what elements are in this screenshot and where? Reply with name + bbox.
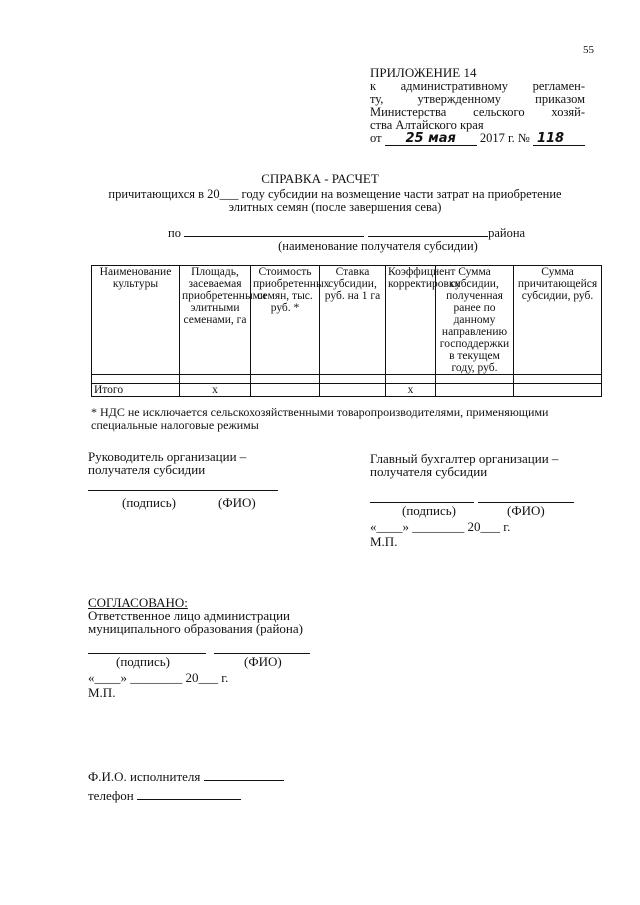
executor-block — [88, 768, 328, 802]
accountant-sign-line[interactable] — [370, 492, 474, 503]
appendix-line: ту, утвержденному приказом — [370, 92, 585, 106]
total-cell[interactable] — [251, 384, 320, 397]
director-signature-block — [88, 450, 328, 510]
recipient-suffix: района — [488, 226, 526, 240]
agreed-heading: СОГЛАСОВАНО: — [88, 595, 188, 610]
table-cell[interactable] — [514, 375, 602, 384]
table-cell[interactable] — [251, 375, 320, 384]
appendix-title: ПРИЛОЖЕНИЕ 14 — [370, 65, 477, 80]
appendix-line: ства Алтайского края — [370, 118, 484, 132]
table-cell[interactable] — [386, 375, 436, 384]
year-number-label: 2017 г. № — [479, 131, 530, 145]
agreed-line-2: муниципального образования (района) — [88, 621, 303, 636]
appendix-line: Министерства сельского хозяй- — [370, 105, 585, 119]
total-label: Итого — [92, 384, 180, 397]
handwritten-number-text: 118 — [536, 131, 565, 146]
column-header-area: Площадь, засеваемая приобретенными элитными семенами, га — [180, 266, 251, 375]
agreed-name-label: (ФИО) — [244, 654, 282, 669]
agreed-date-line[interactable]: «____» ________ 20___ г. — [88, 670, 229, 685]
appendix-block — [370, 66, 585, 146]
agreed-sign-line[interactable] — [88, 641, 206, 654]
appendix-date-line — [370, 132, 585, 146]
accountant-stamp: М.П. — [370, 534, 398, 549]
appendix-line: к административному регламен- — [370, 79, 585, 93]
total-cell[interactable] — [320, 384, 386, 397]
column-header-rate: Ставка субсидии, руб. на 1 га — [320, 266, 386, 375]
column-header-previous-sum: Сумма субсидии, полученная ранее по данному направлению господдержки в текущем году, руб. — [436, 266, 514, 375]
purpose-line-2: элитных семян (после завершения сева) — [228, 200, 442, 214]
agreed-line-1: Ответственное лицо администрации — [88, 608, 291, 623]
column-header-crop: Наименование культуры — [92, 266, 180, 375]
accountant-signature-block — [370, 452, 610, 548]
accountant-name-line[interactable] — [478, 492, 574, 503]
recipient-blank[interactable] — [184, 236, 364, 237]
page-number: 55 — [583, 44, 594, 56]
accountant-name-label: (ФИО) — [507, 503, 545, 518]
table-cell[interactable] — [320, 375, 386, 384]
agreed-block — [88, 596, 348, 699]
executor-phone-label: телефон — [88, 788, 134, 803]
date-prefix: от — [370, 131, 382, 145]
executor-phone-line[interactable] — [137, 787, 241, 800]
footnote: * НДС не исключается сельскохозяйственными товаропроизводителями, применяющими специальные налоговые режимы — [91, 405, 549, 432]
total-cell: x — [180, 384, 251, 397]
table-cell[interactable] — [180, 375, 251, 384]
calculation-table — [91, 265, 602, 397]
table-cell[interactable] — [436, 375, 514, 384]
accountant-date-line[interactable]: «____» ________ 20___ г. — [370, 519, 511, 534]
recipient-caption: (наименование получателя субсидии) — [278, 239, 478, 253]
table-total-row — [92, 384, 602, 397]
column-header-coefficient: Коэффициент корректировки — [386, 266, 436, 375]
document-purpose — [95, 188, 575, 214]
executor-name-line[interactable] — [204, 768, 284, 781]
handwritten-date-text: 25 мая — [405, 131, 456, 146]
handwritten-number — [533, 132, 585, 146]
document-title: СПРАВКА - РАСЧЕТ — [261, 171, 379, 186]
handwritten-date — [385, 132, 477, 146]
director-name-label: (ФИО) — [218, 495, 256, 510]
accountant-sign-label: (подпись) — [402, 503, 456, 518]
recipient-prefix: по — [168, 226, 181, 240]
total-cell[interactable] — [514, 384, 602, 397]
director-sign-line[interactable] — [88, 490, 278, 492]
total-cell: x — [386, 384, 436, 397]
table-row — [92, 375, 602, 384]
director-title: Руководитель организации – получателя субсидии — [88, 449, 247, 477]
executor-name-label: Ф.И.О. исполнителя — [88, 769, 201, 784]
table-header-row — [92, 266, 602, 375]
purpose-line-1: причитающихся в 20___ году субсидии на возмещение части затрат на приобретение — [108, 187, 562, 201]
director-sign-label: (подпись) — [122, 495, 176, 510]
column-header-cost: Стоимость приобретенных семян, тыс. руб. * — [251, 266, 320, 375]
district-blank[interactable] — [368, 236, 488, 237]
agreed-name-line[interactable] — [214, 641, 310, 654]
agreed-sign-label: (подпись) — [116, 654, 170, 669]
total-cell[interactable] — [436, 384, 514, 397]
agreed-stamp: М.П. — [88, 685, 116, 700]
column-header-due-sum: Сумма причитающейся субсидии, руб. — [514, 266, 602, 375]
accountant-title: Главный бухгалтер организации – получателя субсидии — [370, 451, 559, 479]
table-cell[interactable] — [92, 375, 180, 384]
